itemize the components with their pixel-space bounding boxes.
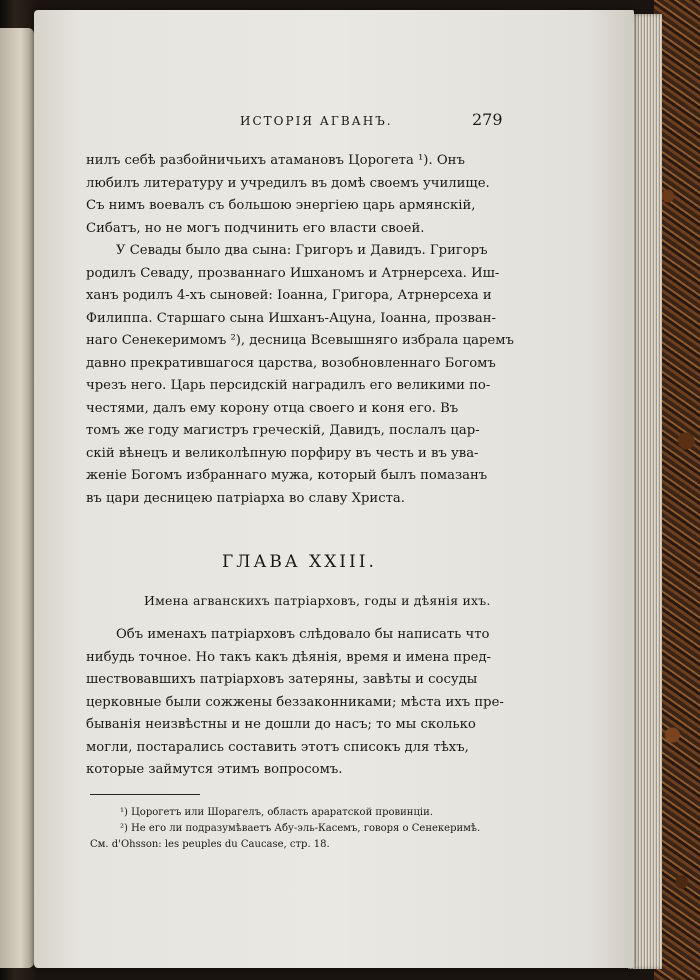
text-line: ханъ родилъ 4-хъ сыновей: Іоанна, Григора, Атрнерсеха и xyxy=(86,288,492,303)
text-line: Сибатъ, но не могъ подчинить его власти своей. xyxy=(86,220,425,236)
text-line: нилъ себѣ разбойничьихъ атамановъ Цорогета ¹). Онъ xyxy=(86,153,465,168)
body-text xyxy=(86,150,514,510)
text-line: любилъ литературу и учредилъ въ домѣ своемъ училище. xyxy=(86,175,490,191)
footnote: ¹) Цорогетъ или Шорагелъ, область араратской провинціи. xyxy=(120,807,433,818)
running-title: ИСТОРІЯ АГВАНЪ. xyxy=(240,114,393,128)
text-line: Съ нимъ воевалъ съ большою энергіею царь армянскій, xyxy=(86,198,476,213)
text-line: шествовавшихъ патріарховъ затеряны, завѣты и сосуды xyxy=(86,672,478,687)
text-line: нибудь точное. Но такъ какъ дѣянія, время и имена пред- xyxy=(86,649,492,665)
book-page xyxy=(34,10,634,968)
text-line: быванія неизвѣстны и не дошли до насъ; то мы сколько xyxy=(86,717,476,732)
text-line: женіе Богомъ избраннаго мужа, который былъ помазанъ xyxy=(86,468,488,483)
paragraph-3 xyxy=(86,624,504,782)
text-line: родилъ Севаду, прозваннаго Ишханомъ и Атрнерсеха. Иш- xyxy=(86,265,500,281)
text-line: томъ же году магистръ греческій, Давидъ, послалъ цар- xyxy=(86,423,480,438)
footnote: ²) Не его ли подразумѣваетъ Абу-эль-Касемъ, говоря о Сенекеримѣ. xyxy=(120,823,481,834)
paragraph-2 xyxy=(86,240,514,510)
left-page-edge xyxy=(0,28,34,968)
text-line: въ цари десницею патріарха во славу Христа. xyxy=(86,490,405,506)
text-line: церковные были сожжены беззаконниками; мѣста ихъ пре- xyxy=(86,694,504,710)
text-line: чрезъ него. Царь персидскій наградилъ его великими по- xyxy=(86,378,491,393)
page-number: 279 xyxy=(472,110,503,129)
text-line: скій вѣнецъ и великолѣпную порфиру въ честь и въ ува- xyxy=(86,445,479,461)
footnotes xyxy=(90,805,510,853)
text-line: честями, далъ ему корону отца своего и коня его. Въ xyxy=(86,400,459,416)
text-line: давно прекратившагося царства, возобновленнаго Богомъ xyxy=(86,355,496,371)
text-line: Филиппа. Старшаго сына Ишханъ-Ацуна, Іоанна, прозван- xyxy=(86,310,496,326)
footnote: См. d'Ohsson: les peuples du Caucase, стр. 18. xyxy=(90,839,330,850)
text-line: Объ именахъ патріарховъ слѣдовало бы написать что xyxy=(116,627,490,642)
text-line: наго Сенекеримомъ ²), десница Всевышняго избрала царемъ xyxy=(86,333,514,348)
text-line: могли, постарались составить этотъ списокъ для тѣхъ, xyxy=(86,739,469,755)
paragraph-1 xyxy=(86,150,496,240)
footnote-rule xyxy=(90,794,200,795)
chapter-title: ГЛАВА XXIII. xyxy=(222,552,377,572)
text-line: У Севады было два сына: Григоръ и Давидъ. Григоръ xyxy=(116,243,488,258)
chapter-subtitle: Имена агванскихъ патріарховъ, годы и дѣянія ихъ. xyxy=(144,593,491,608)
text-line: которые займутся этимъ вопросомъ. xyxy=(86,762,343,777)
